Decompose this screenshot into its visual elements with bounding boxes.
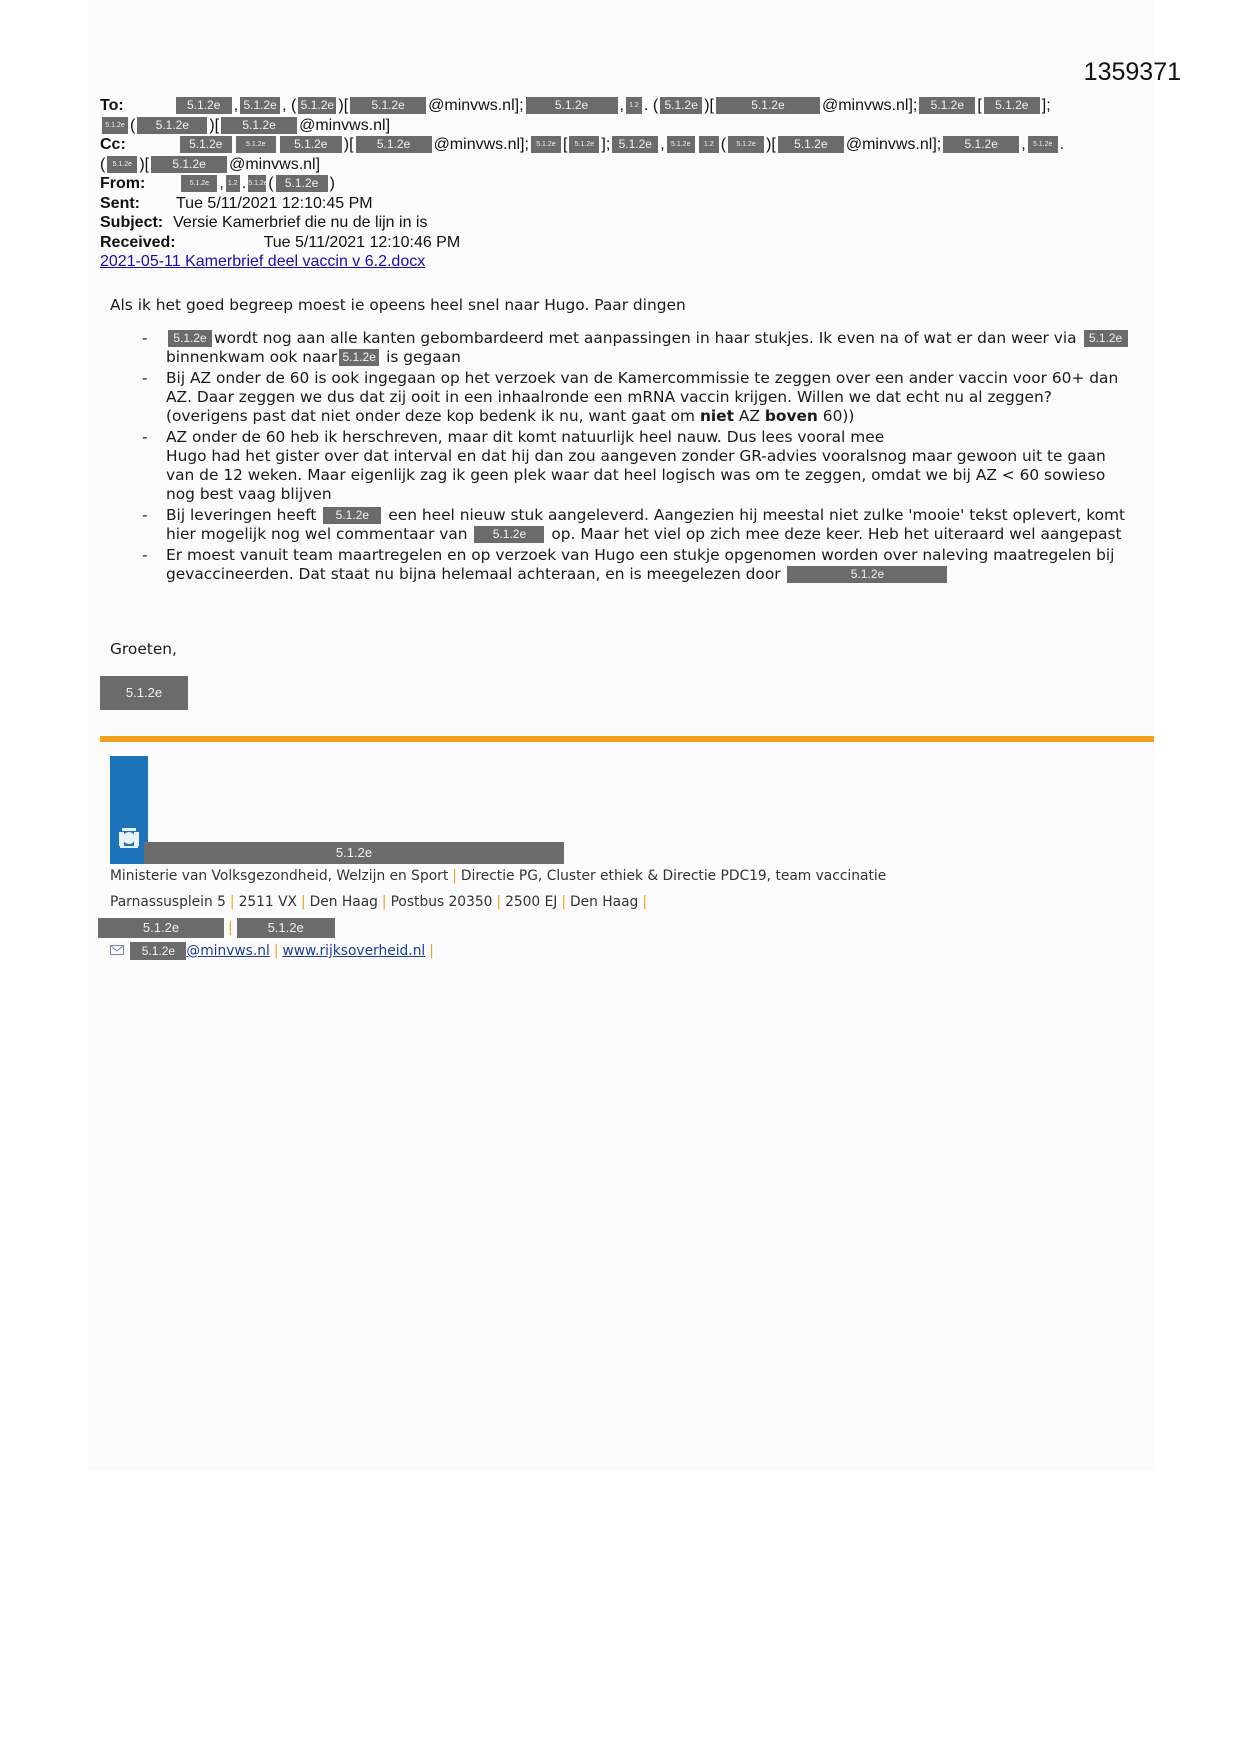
redaction: 5.1.2e	[919, 97, 975, 114]
redaction: 1.2	[626, 97, 642, 114]
redaction: 5.1.2e	[323, 507, 381, 524]
redaction: 5.1.2e	[180, 136, 232, 153]
redaction: 5.1.2e	[221, 117, 297, 134]
redaction: 5.1.2e	[236, 136, 276, 153]
signature-divider	[100, 736, 1154, 742]
redaction: 5.1.2e	[130, 942, 186, 960]
footer-address: Parnassusplein 5 | 2511 VX | Den Haag | Postbus 20350 | 2500 EJ | Den Haag |	[110, 894, 647, 910]
redaction: 5.1.2e	[474, 526, 544, 543]
received-value: Tue 5/11/2021 12:10:46 PM	[263, 233, 461, 251]
bullet-list	[142, 329, 1130, 584]
redaction: 5.1.2e	[98, 918, 224, 938]
subject-value: Versie Kamerbrief die nu de lijn in is	[173, 214, 428, 231]
redaction: 5.1.2e	[612, 136, 658, 153]
item-text: AZ	[738, 407, 760, 425]
subject-label: Subject:	[100, 214, 164, 231]
redaction: 5.1.2e	[151, 156, 227, 173]
redaction: 5.1.2e	[1084, 330, 1128, 347]
redaction: 5.1.2e	[350, 97, 426, 114]
redaction: 1.2	[226, 175, 240, 192]
city: Den Haag	[309, 894, 378, 910]
item-text: op. Maar het viel op zich mee deze keer. Heb het uiteraard wel aangepast	[551, 525, 1122, 543]
email-domain: @minvws.nl];	[433, 136, 529, 153]
signature-org-name	[144, 842, 564, 864]
redaction: 5.1.2e	[276, 175, 328, 192]
item-text: Bij leveringen heeft	[166, 506, 317, 524]
redaction: 5.1.2e	[660, 97, 702, 114]
bullet-dash: -	[142, 329, 148, 347]
redaction: 5.1.2e	[787, 566, 947, 583]
item-text: Hugo had het gister over dat interval en dat hij dan zou aangeven zonder GR-advies vooralsnog maar gewoon uit te gaan van de 12 weken. Maar eigenlijk zag ik geen plek waar dat heel logisch was om te zeggen, omdat we bij AZ < 60 sowieso nog best vaag blijven	[166, 447, 1106, 503]
to-label: To:	[100, 97, 124, 114]
sent-label: Sent:	[100, 194, 140, 212]
sent-value: Tue 5/11/2021 12:10:45 PM	[176, 194, 373, 212]
from-line: From: 5.1.2e , 1.2 . 5.1.2e ( 5.1.2e )	[100, 175, 335, 192]
redaction: 5.1.2e	[102, 117, 128, 134]
footer-phones: 5.1.2e | 5.1.2e	[98, 918, 335, 938]
bullet-dash: -	[142, 369, 148, 387]
redaction: 5.1.2e	[176, 97, 232, 114]
greeting: Groeten,	[110, 640, 177, 658]
redaction: 5.1.2e	[526, 97, 618, 114]
item-bold: boven	[764, 407, 818, 425]
signature-name	[100, 676, 188, 710]
redaction: 5.1.2e	[237, 918, 335, 938]
postcode: 2500 EJ	[505, 894, 558, 910]
redaction: 5.1.2e	[137, 117, 207, 134]
list-item	[142, 369, 1130, 426]
redaction: 5.1.2e	[100, 676, 188, 710]
list-item	[142, 428, 1130, 504]
attachment-link[interactable]: 2021-05-11 Kamerbrief deel vaccin v 6.2.docx	[100, 253, 426, 270]
directorate: Directie PG, Cluster ethiek & Directie PDC19, team vaccinatie	[460, 868, 887, 884]
footer-contact: 5.1.2e @minvws.nl | www.rijksoverheid.nl |	[110, 942, 438, 960]
bullet-dash: -	[142, 428, 148, 446]
cc-line: Cc: 5.1.2e 5.1.2e 5.1.2e )[ 5.1.2e @minvws.nl]; 5.1.2e [ 5.1.2e ]; 5.1.2e , 5.1.2e 1.2 ( 5.1.2e )[ 5.1.2e @minvws.nl]; 5.1.2e , 5.1.2e .	[100, 136, 1065, 153]
redaction: 5.1.2e	[778, 136, 844, 153]
redaction: 5.1.2e	[356, 136, 432, 153]
website-link[interactable]: www.rijksoverheid.nl	[282, 943, 426, 959]
redaction: 5.1.2e	[240, 97, 280, 114]
email-domain: @minvws.nl];	[821, 97, 918, 114]
to-line: To: 5.1.2e , 5.1.2e , ( 5.1.2e )[ 5.1.2e @minvws.nl]; 5.1.2e , 1.2 . ( 5.1.2e )[ 5.1.2e @minvws.nl]; 5.1.2e [ 5.1.2e ];	[100, 97, 1051, 114]
item-text: AZ onder de 60 heb ik herschreven, maar dit komt natuurlijk heel nauw. Dus lees vooral mee	[166, 428, 885, 446]
postcode: 2511 VX	[238, 894, 297, 910]
bullet-dash: -	[142, 546, 148, 564]
attachment-line	[100, 252, 1150, 272]
item-text: is gegaan	[386, 348, 461, 366]
redaction: 5.1.2e	[943, 136, 1019, 153]
email-domain: @minvws.nl];	[428, 97, 524, 114]
street: Parnassusplein 5	[110, 894, 226, 910]
list-item	[142, 506, 1130, 544]
item-text: Er moest vanuit team maartregelen en op verzoek van Hugo een stukje opgenomen worden over naleving maatregelen bij gevaccineerden. Dat staat nu bijna helemaal achteraan, en is meegelezen door	[166, 546, 1115, 583]
redaction: 5.1.2e	[298, 97, 336, 114]
item-text: 60))	[822, 407, 855, 425]
received-line	[100, 233, 1150, 253]
ministry-name: Ministerie van Volksgezondheid, Welzijn en Sport	[110, 868, 449, 884]
cc-line-continued: ( 5.1.2e )[ 5.1.2e @minvws.nl]	[100, 155, 321, 173]
postbus: Postbus 20350	[390, 894, 493, 910]
subject-line	[100, 213, 1150, 233]
item-text: een heel nieuw stuk aangeleverd. Aangezien hij meestal niet zulke 'mooie' tekst oplevert, komt hier mogelijk nog wel commentaar van	[166, 506, 1126, 543]
email-domain: @minvws.nl]	[229, 155, 321, 173]
redaction: 5.1.2e	[248, 175, 266, 192]
footer-ministry: Ministerie van Volksgezondheid, Welzijn en Sport | Directie PG, Cluster ethiek & Directie PDC19, team vaccinatie	[110, 868, 887, 884]
rijksoverheid-emblem-icon	[110, 756, 148, 864]
redaction: 5.1.2e	[168, 330, 212, 347]
envelope-icon	[110, 943, 124, 959]
received-label: Received:	[100, 233, 176, 251]
item-bold: niet	[699, 407, 734, 425]
bullet-dash: -	[142, 506, 148, 524]
redaction: 5.1.2e	[144, 842, 564, 864]
email-link[interactable]: @minvws.nl	[186, 943, 270, 959]
redaction: 5.1.2e	[181, 175, 217, 192]
item-text: binnenkwam ook naar	[166, 348, 338, 366]
from-label: From:	[100, 175, 146, 192]
list-item	[142, 546, 1130, 584]
item-text: wordt nog aan alle kanten gebombardeerd met aanpassingen in haar stukjes. Ik even na of wat er dan weer via	[214, 329, 1077, 347]
city: Den Haag	[570, 894, 639, 910]
document-id: 1359371	[1083, 58, 1181, 86]
email-header	[100, 96, 1150, 272]
to-line-continued: 5.1.2e ( 5.1.2e )[ 5.1.2e @minvws.nl]	[100, 116, 1150, 136]
redaction: 5.1.2e	[280, 136, 342, 153]
item-text: Bij AZ onder de 60 is ook ingegaan op het verzoek van de Kamercommissie te zeggen over een ander vaccin voor 60+ dan AZ. Daar zeggen we dus dat zij ooit in een inhaalronde een mRNA vaccin krijgen. Willen we dat echt nu al zeggen? (overigens past dat niet onder deze kop bedenk ik nu, want gaat om	[166, 369, 1119, 425]
redaction: 5.1.2e	[569, 136, 599, 153]
redaction: 5.1.2e	[984, 97, 1040, 114]
redaction: 5.1.2e	[107, 156, 137, 173]
email-body	[110, 296, 1130, 586]
redaction: 5.1.2e	[339, 349, 379, 366]
redaction: 5.1.2e	[716, 97, 820, 114]
email-domain: @minvws.nl]	[299, 116, 391, 134]
redaction: 1.2	[699, 136, 719, 153]
redaction: 5.1.2e	[1028, 136, 1058, 153]
cc-label: Cc:	[100, 136, 126, 153]
list-item	[142, 329, 1130, 367]
redaction: 5.1.2e	[667, 136, 695, 153]
email-domain: @minvws.nl];	[845, 136, 942, 153]
intro-text: Als ik het goed begreep moest ie opeens heel snel naar Hugo. Paar dingen	[110, 296, 686, 314]
redaction: 5.1.2e	[531, 136, 561, 153]
redaction: 5.1.2e	[728, 136, 764, 153]
sent-line	[100, 194, 1150, 214]
